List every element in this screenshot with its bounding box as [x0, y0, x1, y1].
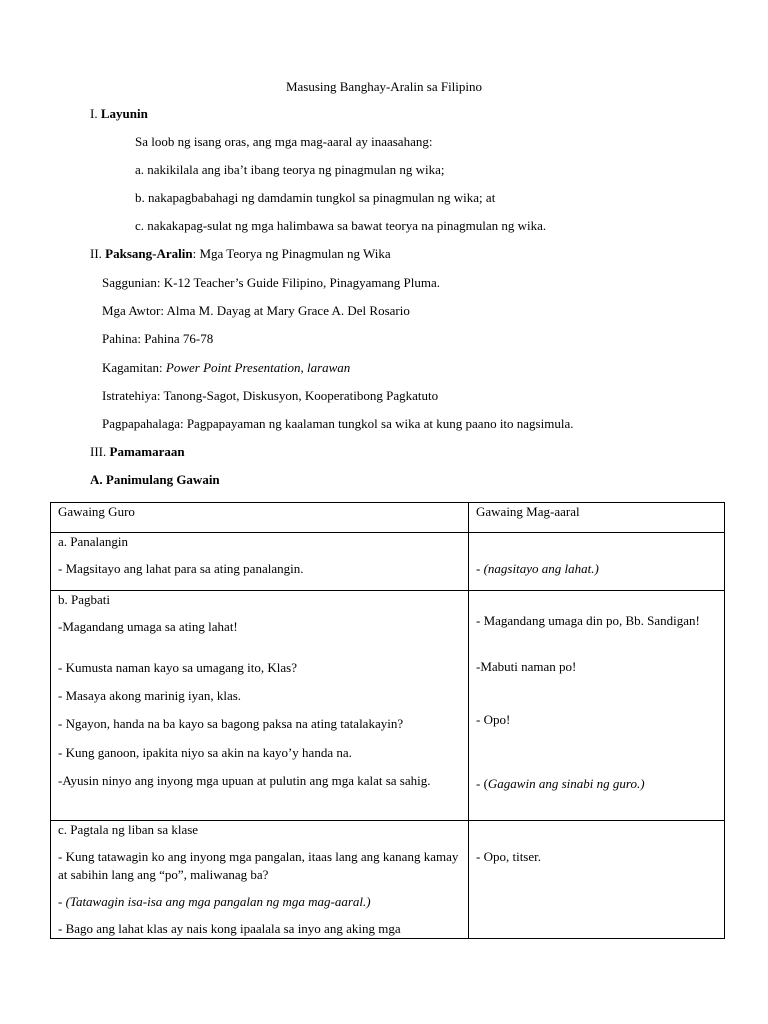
guro-line: - Kumusta naman kayo sa umagang ito, Klas? — [58, 660, 297, 675]
pahina-line: Pahina: Pahina 76-78 — [102, 331, 214, 346]
guro-line: -Ayusin ninyo ang inyong mga upuan at pulutin ang mga kalat sa sahig. — [58, 773, 431, 788]
section-1-numeral: I. — [90, 106, 98, 121]
table-cell — [469, 533, 725, 591]
table-header-cell — [51, 503, 469, 533]
pagpapahalaga-line: Pagpapahalaga: Pagpapayaman ng kaalaman tungkol sa wika at kung paano ito nagsimula. — [102, 416, 574, 431]
stage-direction: - (Tatawagin isa-isa ang mga pangalan ng mga mag-aaral.) — [58, 894, 371, 909]
table-row — [51, 591, 725, 821]
table-cell — [469, 591, 725, 821]
section-2-numeral: II. — [90, 246, 102, 261]
table-row — [51, 533, 725, 591]
mag-aaral-line — [476, 775, 717, 793]
section-1-title: Layunin — [100, 106, 148, 121]
dash: - ( — [476, 776, 488, 791]
saggunian-line: Saggunian: K-12 Teacher’s Guide Filipino, Pinagyamang Pluma. — [102, 275, 441, 290]
istratehiya-line: Istratehiya: Tanong-Sagot, Diskusyon, Kooperatibong Pagkatuto — [102, 388, 439, 403]
guro-line: - Bago ang lahat klas ay nais kong ipaalala sa inyo ang aking mga — [58, 921, 401, 936]
section-3-heading — [90, 444, 185, 460]
panimulang-gawain-title: A. Panimulang Gawain — [90, 472, 220, 487]
guro-line: - Masaya akong marinig iyan, klas. — [58, 688, 242, 703]
mag-aaral-line: - Opo! — [476, 712, 511, 727]
table-row — [51, 821, 725, 939]
section-2-title: Paksang-Aralin — [105, 246, 193, 261]
row-title: a. Panalangin — [58, 534, 129, 549]
table-cell — [469, 821, 725, 939]
kagamitan-line — [102, 360, 350, 376]
objective-item: b. nakapagbabahagi ng damdamin tungkol sa pinagmulan ng wika; at — [135, 190, 496, 205]
mag-aaral-line: - Magandang umaga din po, Bb. Sandigan! — [476, 613, 700, 628]
mag-aaral-line: -Mabuti naman po! — [476, 659, 577, 674]
awtor-line: Mga Awtor: Alma M. Dayag at Mary Grace A. Del Rosario — [102, 303, 410, 318]
stage-direction: (nagsitayo ang lahat.) — [483, 561, 599, 576]
section-2-heading — [90, 246, 391, 262]
row-title: b. Pagbati — [58, 592, 110, 607]
guro-line: - Kung tatawagin ko ang inyong mga pangalan, itaas lang ang kanang kamay at sabihin lang ang “po”, maliwanag ba? — [58, 849, 459, 882]
section-3a-heading — [90, 472, 220, 488]
guro-line: -Magandang umaga sa ating lahat! — [58, 619, 238, 634]
section-2-topic: : Mga Teorya ng Pinagmulan ng Wika — [192, 246, 391, 261]
kagamitan-value: Power Point Presentation, larawan — [165, 360, 351, 375]
table-cell — [51, 533, 469, 591]
dash: - — [476, 561, 484, 576]
activity-table — [50, 502, 725, 939]
objective-item: c. nakakapag-sulat ng mga halimbawa sa bawat teorya na pinagmulan ng wika. — [135, 218, 547, 233]
row-title: c. Pagtala ng liban sa klase — [58, 822, 199, 837]
table-header-row — [51, 503, 725, 533]
section-3-numeral: III. — [90, 444, 107, 459]
table-cell — [51, 821, 469, 939]
table-header-cell — [469, 503, 725, 533]
kagamitan-label: Kagamitan: — [102, 360, 166, 375]
table-cell — [51, 591, 469, 821]
mag-aaral-line: - Opo, titser. — [476, 849, 541, 864]
mag-aaral-line — [476, 560, 717, 578]
header-guro: Gawaing Guro — [58, 504, 135, 519]
objectives-intro: Sa loob ng isang oras, ang mga mag-aaral ay inaasahang: — [135, 134, 433, 149]
stage-direction: Gagawin ang sinabi ng guro.) — [487, 776, 645, 791]
section-1-heading — [90, 106, 148, 122]
section-3-title: Pamamaraan — [109, 444, 185, 459]
guro-line — [58, 893, 461, 911]
objective-item: a. nakikilala ang iba’t ibang teorya ng pinagmulan ng wika; — [135, 162, 445, 177]
guro-line: - Ngayon, handa na ba kayo sa bagong paksa na ating tatalakayin? — [58, 716, 404, 731]
guro-line: - Kung ganoon, ipakita niyo sa akin na kayo’y handa na. — [58, 745, 352, 760]
page-title: Masusing Banghay-Aralin sa Filipino — [285, 79, 483, 94]
guro-line: - Magsitayo ang lahat para sa ating panalangin. — [58, 561, 304, 576]
header-mag-aaral: Gawaing Mag-aaral — [476, 504, 580, 519]
